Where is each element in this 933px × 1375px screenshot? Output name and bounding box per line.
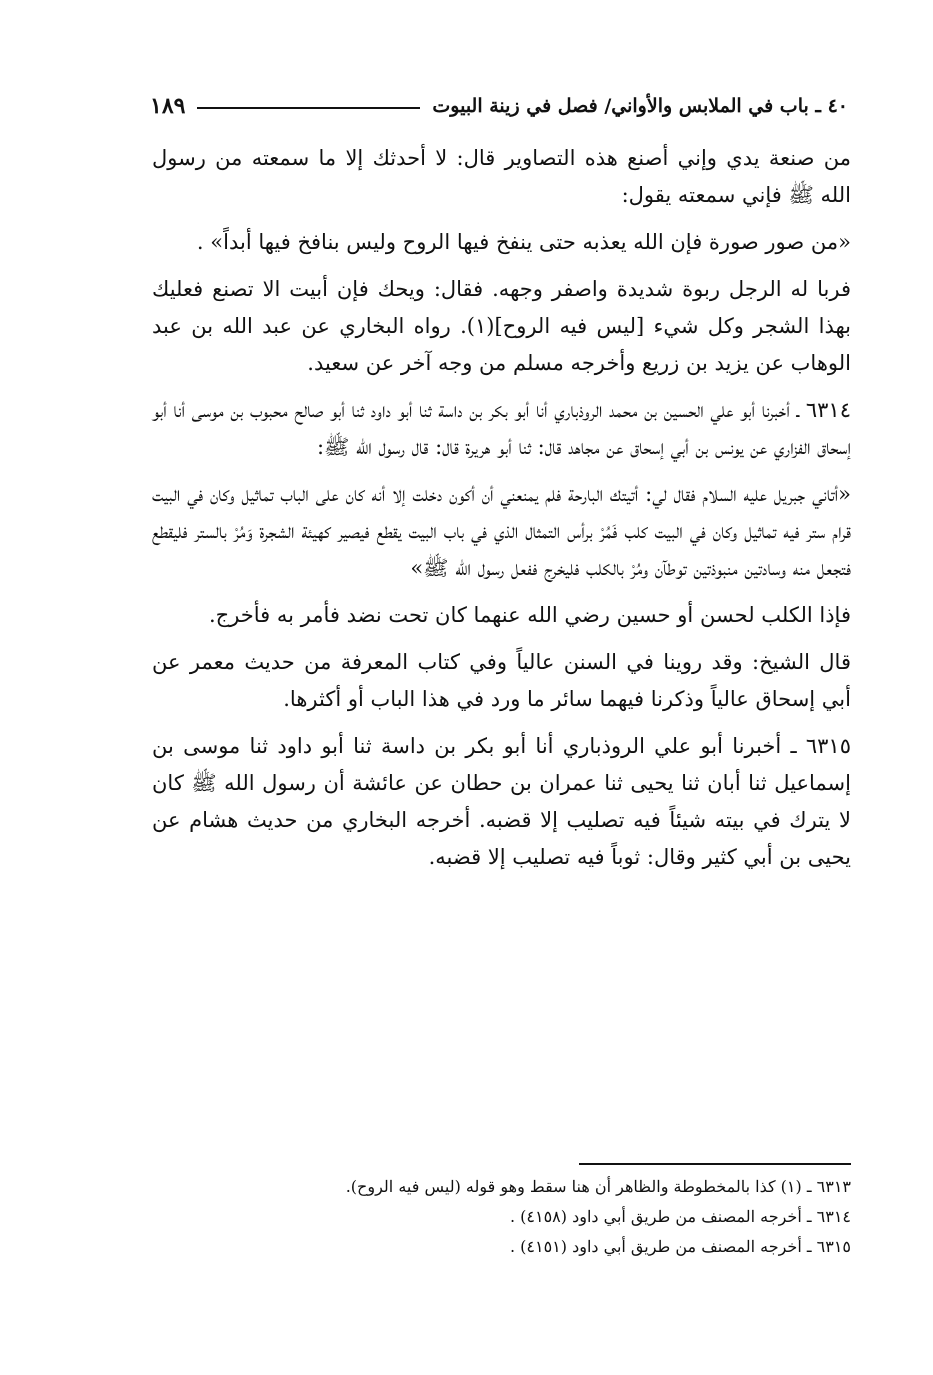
header-rule [197, 107, 420, 109]
footnote: ٦٣١٤ ـ أخرجه المصنف من طريق أبي داود (٤١٥٨) . [509, 1207, 851, 1226]
hadith-paragraph: ٦٣١٤ ـ أخبرنا أبو علي الحسين بن محمد الروذباري أنا أبو بكر بن داسة ثنا أبو داود ثنا أبو صالح محبوب بن موسى أنا أبو إسحاق الفزاري عن يونس بن أبي إسحاق عن مجاهد قال: ثنا أبو هريرة قال: قال رسول الله ﷺ: [152, 398, 851, 459]
paragraph: «من صور صورة فإن الله يعذبه حتى ينفخ فيها الروح وليس بنافخ فيها أبداً» . [196, 230, 851, 254]
footnote: ٦٣١٣ ـ (١) كذا بالمخطوطة والظاهر أن هنا سقط وهو قوله (ليس فيه الروح). [345, 1177, 851, 1196]
footnote-separator [579, 1163, 851, 1165]
paragraph: فإذا الكلب لحسن أو حسين رضي الله عنهما كان تحت نضد فأمر به فأخرج. [208, 603, 851, 627]
paragraph: «أتاني جبريل عليه السلام فقال لي: أتيتك البارحة فلم يمنعني أن أكون دخلت إلا أنه كان على الباب تماثيل وكان في البيت قرام ستر فيه تماثيل وكان في البيت كلب فَمُرْ برأس التمثال الذي في باب البيت يقطع فيصير كهيئة الشجرة وَمُرْ بالستر فليقطع فتجعل منه وسادتين منبوذتين توطآن ومُرْ بالكلب فليخرج ففعل رسول الله ﷺ» [152, 482, 851, 580]
page-number: ١٨٩ [150, 93, 186, 119]
running-header [150, 86, 848, 126]
footnote: ٦٣١٥ ـ أخرجه المصنف من طريق أبي داود (٤١٥١) . [509, 1237, 851, 1256]
chapter-title: ٤٠ ـ باب في الملابس والأواني/ فصل في زينة البيوت [432, 95, 848, 117]
hadith-paragraph: ٦٣١٥ ـ أخبرنا أبو علي الروذباري أنا أبو بكر بن داسة ثنا أبو داود ثنا موسى بن إسماعيل ثنا أبان ثنا يحيى ثنا عمران بن حطان عن عائشة أن رسول الله ﷺ كان لا يترك في بيته شيئاً فيه تصليب إلا قضبه. أخرجه البخاري من حديث هشام عن يحيى بن أبي كثير وقال: ثوباً فيه تصليب إلا قضبه. [152, 734, 851, 869]
paragraph: من صنعة يدي وإني أصنع هذه التصاوير قال: لا أحدثك إلا ما سمعته من رسول الله ﷺ فإني سمعته يقول: [152, 146, 851, 207]
paragraph: فربا له الرجل ربوة شديدة واصفر وجهه. فقال: ويحك فإن أبيت الا تصنع فعليك بهذا الشجر وكل شيء [ليس فيه الروح](١). رواه البخاري عن عبد الله بن عبد الوهاب عن يزيد بن زريع وأخرجه مسلم من وجه آخر عن سعيد. [152, 277, 851, 375]
body-text [152, 140, 851, 886]
paragraph: قال الشيخ: وقد روينا في السنن عالياً وفي كتاب المعرفة من حديث معمر عن أبي إسحاق عالياً وذكرنا فيهما سائر ما ورد في هذا الباب أو أكثرها. [152, 650, 851, 711]
footnotes [152, 1172, 851, 1262]
